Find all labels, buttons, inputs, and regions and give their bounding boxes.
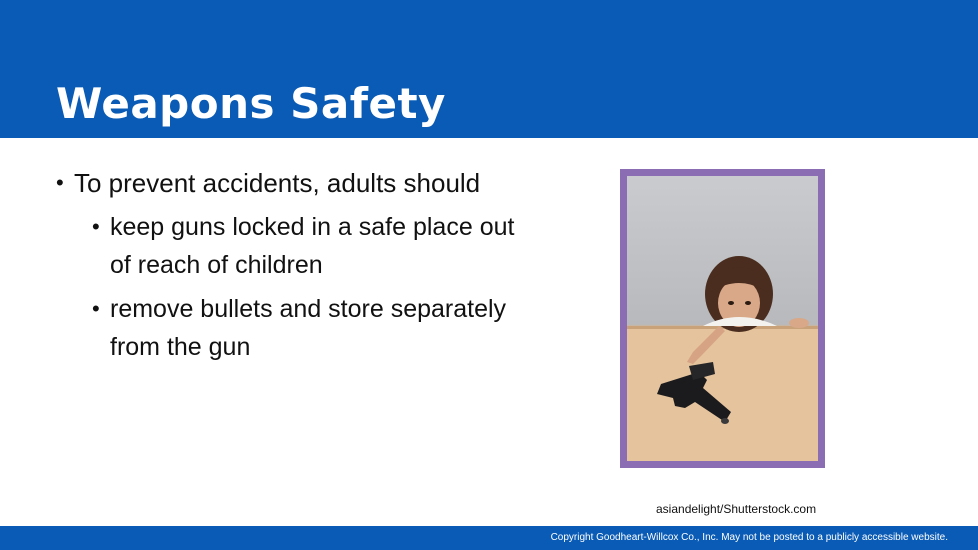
footer-bar xyxy=(0,526,978,550)
bullet-icon: • xyxy=(92,296,100,321)
bullet-text: remove bullets and store separately from the gun xyxy=(110,295,507,361)
photo-illustration xyxy=(627,176,818,461)
slide-title: Weapons Safety xyxy=(56,79,446,128)
table-surface xyxy=(627,326,818,461)
image-credit: asiandelight/Shutterstock.com xyxy=(656,502,817,516)
bullet-item-2 xyxy=(56,208,520,284)
child-eye xyxy=(728,301,734,305)
bullet-text: To prevent accidents, adults should xyxy=(74,168,481,198)
bullet-text: keep guns locked in a safe place out of reach of children xyxy=(110,213,515,279)
child-eye xyxy=(745,301,751,305)
bullet-item-1 xyxy=(56,164,576,202)
child-hand xyxy=(789,318,809,328)
copyright-notice: Copyright Goodheart-Willcox Co., Inc. May not be posted to a publicly accessible website. xyxy=(550,532,948,543)
bullet-icon: • xyxy=(92,214,100,239)
bullet-icon: • xyxy=(56,170,64,195)
bullet-list xyxy=(56,164,576,366)
child-reaching-for-gun-photo xyxy=(627,176,818,461)
photo-frame xyxy=(620,169,825,468)
bullet-item-3 xyxy=(56,290,520,366)
